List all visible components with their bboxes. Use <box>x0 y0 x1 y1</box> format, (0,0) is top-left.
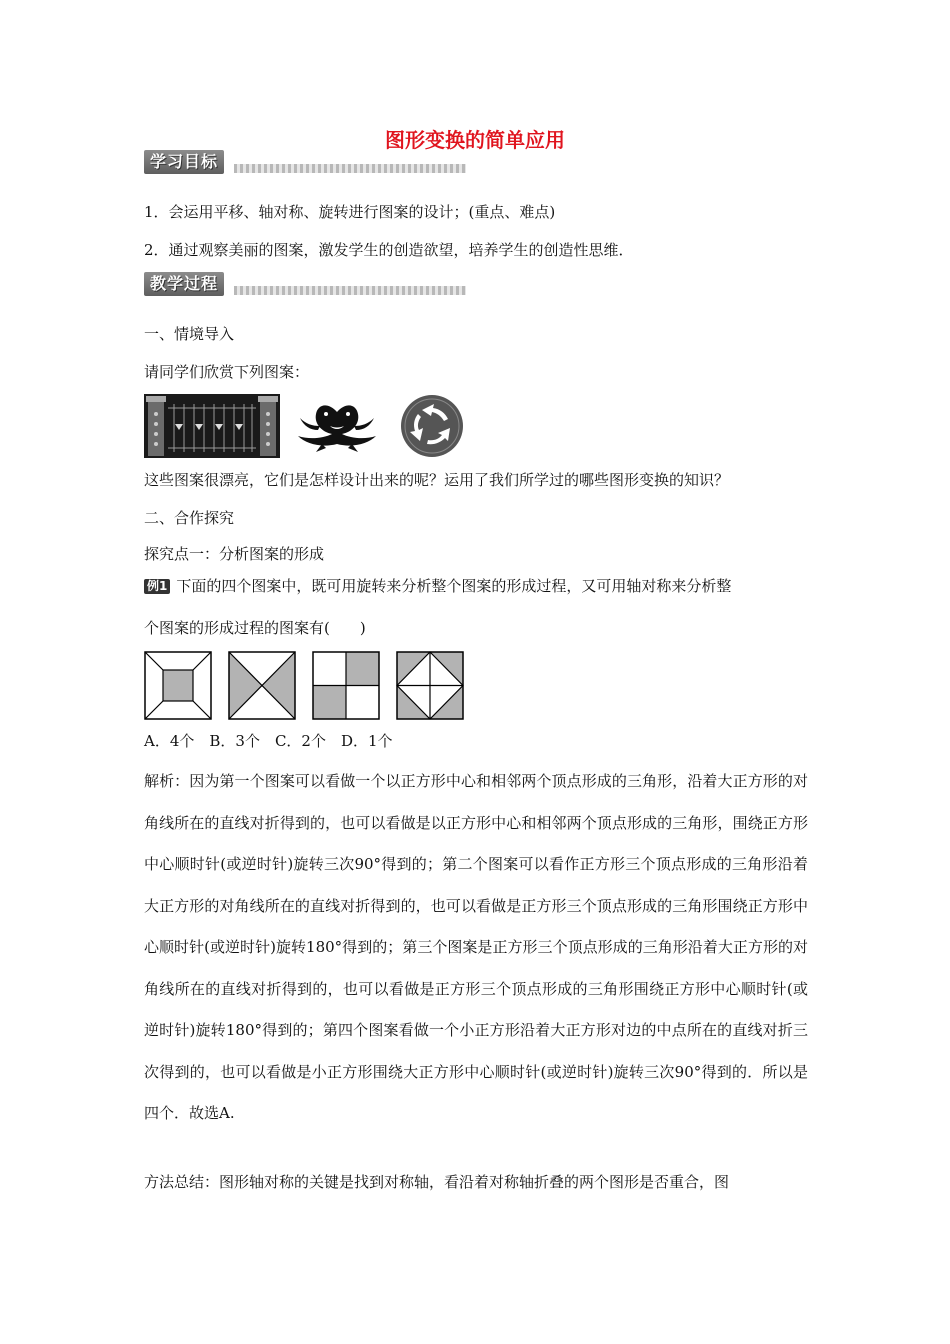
section-label: 教学过程 <box>144 272 224 296</box>
objective-item: 2．通过观察美丽的图案，激发学生的创造欲望，培养学生的创造性思维． <box>144 241 634 259</box>
answer-options: A．4个 B．3个 C．2个 D．1个 <box>144 732 393 750</box>
section-banner-process <box>144 272 466 302</box>
figure-2 <box>228 651 296 720</box>
example-question-line2: 个图案的形成过程的图案有( ) <box>144 619 366 637</box>
section-banner-objectives <box>144 150 466 180</box>
example-question-line1 <box>144 576 731 596</box>
example-badge: 例1 <box>144 579 170 594</box>
analysis-paragraph: 解析：因为第一个图案可以看做一个以正方形中心和相邻两个顶点形成的三角形，沿着大正方形的对角线所在的直线对折得到的，也可以看做是以正方形中心和相邻两个顶点形成的三角形，围绕正方形中心顺时针(或逆时针)旋转三次90°得到的；第二个图案可以看作正方形三个顶点形成的三角形沿着大正方形的对角线所在的直线对折得到的，也可以看做是正方形三个顶点形成的三角形围绕正方形中心顺时针(或逆时针)旋转180°得到的；第三个图案是正方形三个顶点形成的三角形沿着大正方形的对角线所在的直线对折得到的，也可以看做是正方形三个顶点形成的三角形围绕正方形中心顺时针(或逆时针)旋转180°得到的；第四个图案看做一个小正方形沿着大正方形对边的中点所在的直线对折三次得到的，也可以看做是小正方形围绕大正方形中心顺时针(或逆时针)旋转三次90°得到的．所以是四个．故选A. <box>144 772 808 1122</box>
intro-heading: 一、情境导入 <box>144 325 235 343</box>
section-label: 学习目标 <box>144 150 224 174</box>
figure-4 <box>396 651 464 720</box>
page-title: 图形变换的简单应用 <box>385 128 565 152</box>
method-summary: 方法总结：图形轴对称的关键是找到对称轴，看沿着对称轴折叠的两个图形是否重合，图 <box>144 1173 730 1191</box>
banner-dots <box>234 164 466 173</box>
figure-3 <box>312 651 380 720</box>
figure-1 <box>144 651 212 720</box>
example-question-text: 下面的四个图案中，既可用旋转来分析整个图案的形成过程，又可用轴对称来分析整 <box>176 577 732 595</box>
explore-heading: 二、合作探究 <box>144 509 235 527</box>
intro-question: 这些图案很漂亮，它们是怎样设计出来的呢？运用了我们所学过的哪些图形变换的知识？ <box>144 471 730 489</box>
roundabout-sign-image <box>400 394 464 458</box>
explore-point: 探究点一：分析图案的形成 <box>144 545 325 563</box>
bird-pattern-image <box>292 398 382 452</box>
intro-prompt: 请同学们欣赏下列图案： <box>144 363 310 381</box>
fence-gate-image <box>144 394 280 458</box>
objective-item: 1．会运用平移、轴对称、旋转进行图案的设计；(重点、难点) <box>144 203 556 221</box>
banner-dots <box>234 286 466 295</box>
